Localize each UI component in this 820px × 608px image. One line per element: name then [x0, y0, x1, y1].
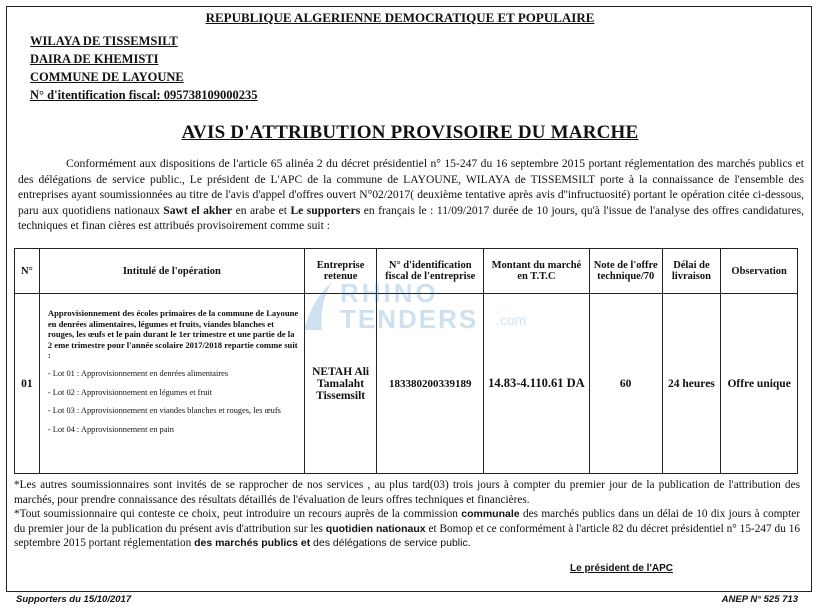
notice-title: AVIS D'ATTRIBUTION PROVISOIRE DU MARCHE	[181, 122, 639, 143]
note-2-part-c: des marchés publics dans un délai de 10 dix jours à compter du premier jour de la publication du présent avis d'attribution sur les	[14, 508, 800, 535]
col-header-note: Note de l'offre technique/70	[589, 249, 662, 294]
newspaper-arabic: Sawt el akher	[163, 203, 233, 217]
footer-anep: ANEP N° 525 713	[721, 594, 798, 605]
col-header-montant: Montant du marché en T.T.C	[484, 249, 590, 294]
fiscal-id-line: N° d'itentification fiscal: 095738109000235	[30, 88, 258, 102]
note-2-part-e: et Bomop et ce conformément à l'article 82 du décret présidentiel n° 15-247 du 16 septembre 2015 portant réglementation	[14, 522, 800, 550]
newspaper-french: Le supporters	[290, 203, 361, 217]
cell-delai: 24 heures	[662, 294, 721, 474]
note-2-part-b: communale	[461, 508, 520, 521]
note-2-part-g: des délégations de service public.	[313, 537, 471, 550]
note-2-part-d: quotidien nationaux	[325, 522, 426, 535]
watermark-suffix: .com	[496, 312, 527, 328]
commune-line: COMMUNE DE LAYOUNE	[30, 70, 184, 84]
signature-line: Le président de l'APC	[570, 563, 673, 574]
operation-description: Approvisionnement des écoles primaires de la commune de Layoune en denrées alimentaires, légumes et fruits, viandes blanches et rouges, les œufs et le pain durant le 1er trimestre et une partie de la 2 eme trimestre pour l'année scolaire 2017/2018 repartie comme suit :	[47, 308, 299, 361]
republic-heading: REPUBLIQUE ALGERIENNE DEMOCRATIQUE ET POPULAIRE	[205, 10, 595, 25]
daira-line: DAIRA DE KHEMISTI	[30, 52, 159, 66]
table-header-row	[15, 249, 798, 294]
lot-item: - Lot 04 : Approvisionnement en pain	[47, 424, 174, 434]
intro-part-3: en français le : 11/09/2017 durée de 10 jours, qu'à l'issue de l'analyse des offres candidatures, techniques et finan cières est attribués provisoirement comme suit :	[18, 203, 805, 233]
note-2-part-a: *Tout soumissionnaire qui conteste ce choix, peut introduire un recours auprès de la commission	[14, 508, 458, 521]
watermark-line-1: RHINO	[340, 278, 439, 308]
note-2-part-f: des marchés publics et	[194, 537, 311, 550]
col-header-operation: Intitulé de l'opération	[39, 249, 304, 294]
col-header-observation: Observation	[721, 249, 798, 294]
cell-entreprise: NETAH Ali Tamalaht Tissemsilt	[304, 294, 377, 474]
wilaya-line: WILAYA DE TISSEMSILT	[30, 34, 178, 48]
intro-part-1: Conformément aux dispositions de l'article 65 alinéa 2 du décret présidentiel n° 15-247 du 16 septembre 2015 portant réglementation des marchés publics et des délégations de service public., Le président de L'APC de la commune de LAYOUNE, WILAYA de TISSEMSILT porte à la connaissance de l'ensemble des entreprises ayant soumissionnées au titre de l'avis d'appel d'offres ouvert N°02/2017( deuxième tentative après avis d''infructuosité) portant le opération citée ci-dessous, paru aux quotidiens nationaux	[18, 157, 804, 217]
cell-observation: Offre unique	[721, 294, 798, 474]
note-1: *Les autres soumissionnaires sont invités de se rapprocher de nos services , au plus tard(03) trois jours à compter du premier jour de la publication de l'attribution des marchés, pour prendre connaissance des résultats détaillés de l'évaluation de leurs offres techniques et financières.	[14, 479, 800, 506]
col-header-delai: Délai de livraison	[662, 249, 721, 294]
table-row	[15, 294, 798, 474]
notes-block	[14, 478, 800, 551]
note-2	[14, 507, 800, 551]
cell-montant: 14.83-4.110.61 DA	[484, 294, 590, 474]
cell-nif: 183380200339189	[377, 294, 484, 474]
col-header-num: N°	[15, 249, 40, 294]
watermark-line-2: TENDERS	[340, 304, 479, 334]
col-header-entreprise: Entreprise retenue	[304, 249, 377, 294]
col-header-nif: N° d'identification fiscal de l'entreprise	[377, 249, 484, 294]
cell-num: 01	[15, 294, 40, 474]
intro-paragraph	[18, 156, 804, 234]
lot-item: - Lot 01 : Approvisionnement en denrées alimentaires	[47, 368, 229, 378]
attribution-table	[14, 248, 798, 474]
lot-item: - Lot 02 : Approvisionnement en légumes et fruit	[47, 387, 213, 397]
footer-source: Supporters du 15/10/2017	[16, 594, 132, 605]
lot-item: - Lot 03 : Approvisionnement en viandes blanches et rouges, les œufs	[47, 406, 281, 416]
cell-operation	[39, 294, 304, 474]
intro-part-2: en arabe et	[235, 203, 287, 217]
cell-note: 60	[589, 294, 662, 474]
